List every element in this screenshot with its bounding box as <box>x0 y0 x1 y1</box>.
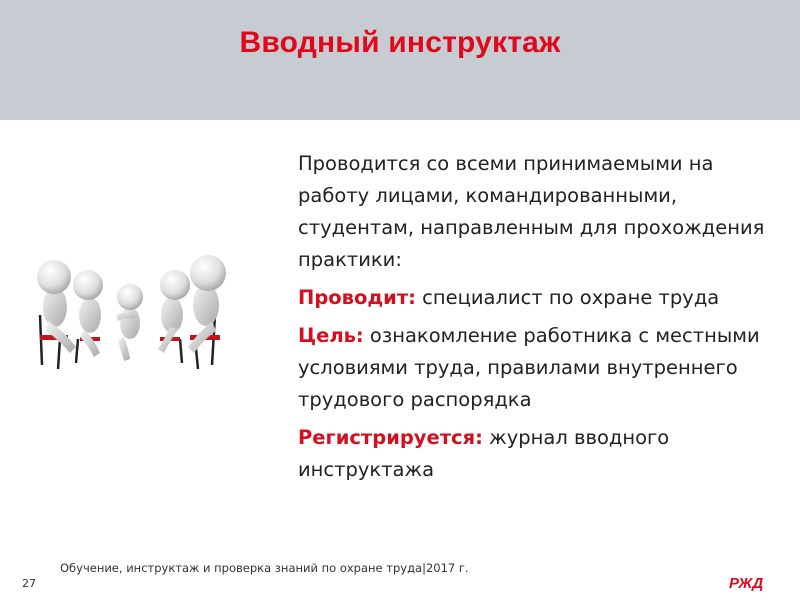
item-text: специалист по охране труда <box>415 286 720 309</box>
intro-text: Проводится со всеми принимаемыми на работу лицами, командированными, студентам, направленным для прохождения практики: <box>298 152 765 271</box>
rzd-logo-icon <box>727 572 773 594</box>
content-area <box>298 148 768 492</box>
item-text: ознакомление работника с местными условиями труда, правилами внутреннего трудового распорядка <box>298 324 760 411</box>
slide-number: 27 <box>22 577 36 590</box>
header-divider <box>0 120 800 122</box>
item-conducts <box>298 282 768 314</box>
item-label: Проводит: <box>298 286 416 309</box>
item-registered <box>298 422 768 486</box>
item-label: Цель: <box>298 324 364 347</box>
item-text: журнал вводного инструктажа <box>298 426 670 481</box>
slide-title: Вводный инструктаж <box>239 26 561 59</box>
header-band <box>0 0 800 120</box>
svg-text:РЖД: РЖД <box>729 575 764 592</box>
people-meeting-icon <box>20 235 245 375</box>
item-label: Регистрируется: <box>298 426 483 449</box>
footer-text: Обучение, инструктаж и проверка знаний по охране труда|2017 г. <box>60 561 469 575</box>
item-goal <box>298 320 768 416</box>
